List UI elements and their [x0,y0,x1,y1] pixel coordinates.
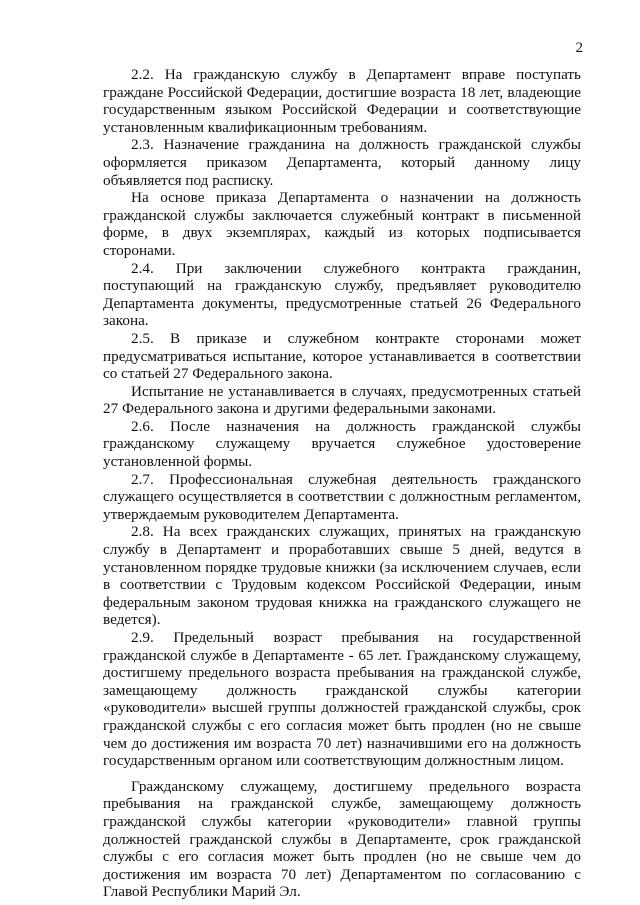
page-number: 2 [575,40,583,56]
paragraph-2-2: 2.2. На гражданскую службу в Департамент вправе поступать граждане Российской Федерации, достигшие возраста 18 лет, владеющие государственным языком Российской Федерации и соответствующие установленным квалификационным требованиям. [103,66,581,136]
paragraph-2-7: 2.7. Профессиональная служебная деятельность гражданского служащего осуществляется в соответствии с должностным регламентом, утверждаемым руководителем Департамента. [103,470,581,523]
paragraph-2-3: 2.3. Назначение гражданина на должность гражданской службы оформляется приказом Департамента, который данному лицу объявляется под расписку. [103,136,581,189]
paragraph-probation-exceptions: Испытание не устанавливается в случаях, предусмотренных статьей 27 Федерального закона и другими федеральными законами. [103,382,581,418]
paragraph-2-4: 2.4. При заключении служебного контракта гражданин, поступающий на гражданскую службу, предъявляет руководителю Департамента документы, предусмотренные статьей 26 Федерального закона. [103,259,581,330]
document-body [103,66,581,901]
paragraph-2-9: 2.9. Предельный возраст пребывания на государственной гражданской службе в Департаменте - 65 лет. Гражданскому служащему, достигшему предельного возраста пребывания на гражданской службе, замещающему должность гражданской службы категории «руководители» высшей группы должностей гражданской службы, срок гражданской службы с его согласия может быть продлен (но не свыше чем до достижения им возраста 70 лет) назначившими его на должность государственным органом или соответствующим должностным лицом. [103,629,581,770]
paragraph-2-5: 2.5. В приказе и служебном контракте сторонами может предусматриваться испытание, которое устанавливается в соответствии со статьей 27 Федерального закона. [103,329,581,383]
paragraph-age-extension: Гражданскому служащему, достигшему предельного возраста пребывания на гражданской службе, замещающему должность гражданской службы категории «руководители» главной группы должностей гражданской службы в Департаменте, срок гражданской службы с его согласия может быть продлен (но не свыше чем до достижения им возраста 70 лет) Департаментом по согласованию с Главой Республики Марий Эл. [103,777,581,901]
paragraph-2-8: 2.8. На всех гражданских служащих, принятых на гражданскую службу в Департамент и проработавших свыше 5 дней, ведутся в установленном порядке трудовые книжки (за исключением случаев, если в соответствии с Трудовым кодексом Российской Федерации, иным федеральным законом трудовая книжка на гражданского служащего не ведется). [103,523,581,629]
paragraph-2-6: 2.6. После назначения на должность гражданской службы гражданскому служащему вручается служебное удостоверение установленной формы. [103,417,581,471]
paragraph-contract-basis: На основе приказа Департамента о назначении на должность гражданской службы заключается служебный контракт в письменной форме, в двух экземплярах, каждый из которых подписывается сторонами. [103,189,581,259]
